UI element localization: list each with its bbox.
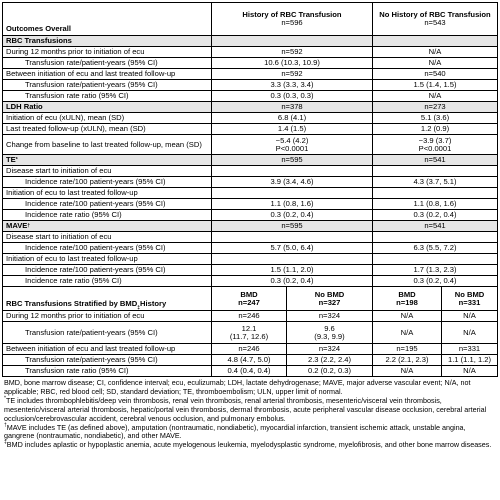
footnote-bmd: ‡BMD includes aplastic or hypoplastic anemia, acute myelogenous leukemia, myelodysplastic syndrome, myelofibrosis, and other bone marrow diseases. (4, 439, 492, 450)
footnote-abbreviations: BMD, bone marrow disease; CI, confidence interval; ecu, eculizumab; LDH, lactate dehydrogenase; MAVE, major adverse vascular event; N/A, not applicable; RBC, red blood cell; SD, standard deviation; TE, thromboembolism; ULN, upper limit of normal. (4, 378, 471, 396)
history-rbc-title: History of RBC Transfusion (242, 10, 342, 20)
table-row: Transfusion rate/patient-years (95% CI) 4.8 (4.7, 5.0) 2.3 (2.2, 2.4) 2.2 (2.1, 2.3) 1.1 (1.1, 1.2) (2, 355, 498, 366)
stratified-title: RBC Transfusions Stratified by BMD ‡ History (2, 287, 211, 310)
table-row: During 12 months prior to initiation of ecu n=246 n=324 N/A N/A (2, 311, 498, 322)
no-history-rbc-n: n=543 (424, 18, 446, 27)
table-row: Incidence rate ratio (95% CI) 0.3 (0.2, 0.4) 0.3 (0.2, 0.4) (2, 210, 498, 221)
no-bmd-col-header-2: No BMD n=331 (441, 287, 498, 310)
mave-section-row: MAVE † n=595 n=541 (2, 221, 498, 232)
bmd-col-header: BMD n=247 (211, 287, 286, 310)
te-section-label: TE * (2, 155, 211, 165)
table-row: Transfusion rate/patient-years (95% CI) 12.1 (11.7, 12.6) 9.6 (9.3, 9.9) N/A N/A (2, 322, 498, 344)
rbc-section-row (2, 36, 498, 47)
table-row: Change from baseline to last treated follow-up, mean (SD) −5.4 (4.2) P<0.0001 −3.9 (3.7) P<0.0001 (2, 135, 498, 155)
mave-section-label: MAVE † (2, 221, 211, 231)
table-row: Disease start to initiation of ecu (2, 232, 498, 243)
table-row: Transfusion rate/patient-years (95% CI) 10.6 (10.3, 10.9) N/A (2, 58, 498, 69)
no-bmd-col-header: No BMD n=327 (286, 287, 372, 310)
footnote-mave: †MAVE includes TE (as defined above), amputation (nontraumatic, nondiabetic), myocardial infarction, transient ischemic attack, unstable angina, gangrene (nontraumatic, nondiabetic), and other MAVE. (4, 422, 466, 441)
history-rbc-header (211, 3, 372, 35)
footnotes (4, 379, 496, 450)
table-row: Between initiation of ecu and last treated follow-up n=246 n=324 n=195 n=331 (2, 344, 498, 355)
table-row: Incidence rate/100 patient-years (95% CI) 3.9 (3.4, 4.6) 4.3 (3.7, 5.1) (2, 177, 498, 188)
footnote-te: *TE includes thrombophlebitis/deep vein thrombosis, renal vein thrombosis, renal arterial thrombosis, mesenteric/visceral vein thrombosis, mesenteric/visceral arterial thrombosis, hepatic/portal vein thrombosis, dermal thrombosis, acute peripheral vascular disease occlusion, cerebral arterial occlusion/cerebrovascular accident, cerebral venous occlusion, and pulmonary embolus. (4, 395, 487, 423)
table-row: Initiation of ecu to last treated follow-up (2, 254, 498, 265)
bmd-col-header-2: BMD n=198 (372, 287, 441, 310)
table-row: Incidence rate ratio (95% CI) 0.3 (0.2, 0.4) 0.3 (0.2, 0.4) (2, 276, 498, 287)
te-section-row: TE * n=595 n=541 (2, 155, 498, 166)
no-history-rbc-title: No History of RBC Transfusion (379, 10, 491, 20)
table-row: Incidence rate/100 patient-years (95% CI) 5.7 (5.0, 6.4) 6.3 (5.5, 7.2) (2, 243, 498, 254)
stratified-header-row (2, 287, 498, 311)
table-row: Incidence rate/100 patient-years (95% CI) 1.5 (1.1, 2.0) 1.7 (1.3, 2.3) (2, 265, 498, 276)
table-row: Transfusion rate ratio (95% CI) 0.4 (0.4, 0.4) 0.2 (0.2, 0.3) N/A N/A (2, 366, 498, 377)
outcomes-overall-header: Outcomes Overall (2, 3, 211, 35)
history-rbc-n: n=596 (281, 18, 303, 27)
table-row: During 12 months prior to initiation of ecu n=592 N/A (2, 47, 498, 58)
ldh-section-row: LDH Ratio n=378 n=273 (2, 102, 498, 113)
table-row: Transfusion rate ratio (95% CI) 0.3 (0.3, 0.3) N/A (2, 91, 498, 102)
table-row: Initiation of ecu to last treated follow-up (2, 188, 498, 199)
ldh-section-label: LDH Ratio (2, 102, 211, 112)
table-row: Transfusion rate/patient-years (95% CI) 3.3 (3.3, 3.4) 1.5 (1.4, 1.5) (2, 80, 498, 91)
table-row: Incidence rate/100 patient-years (95% CI) 1.1 (0.8, 1.6) 1.1 (0.8, 1.6) (2, 199, 498, 210)
table-row: Between initiation of ecu and last treated follow-up n=592 n=540 (2, 69, 498, 80)
rbc-section-label: RBC Transfusions (2, 36, 211, 46)
table-row: Disease start to initiation of ecu (2, 166, 498, 177)
table-row: Initiation of ecu (xULN), mean (SD) 6.8 (4.1) 5.1 (3.6) (2, 113, 498, 124)
table-row: Last treated follow-up (xULN), mean (SD) 1.4 (1.5) 1.2 (0.9) (2, 124, 498, 135)
no-history-rbc-header (372, 3, 498, 35)
table-header-row (2, 2, 498, 36)
